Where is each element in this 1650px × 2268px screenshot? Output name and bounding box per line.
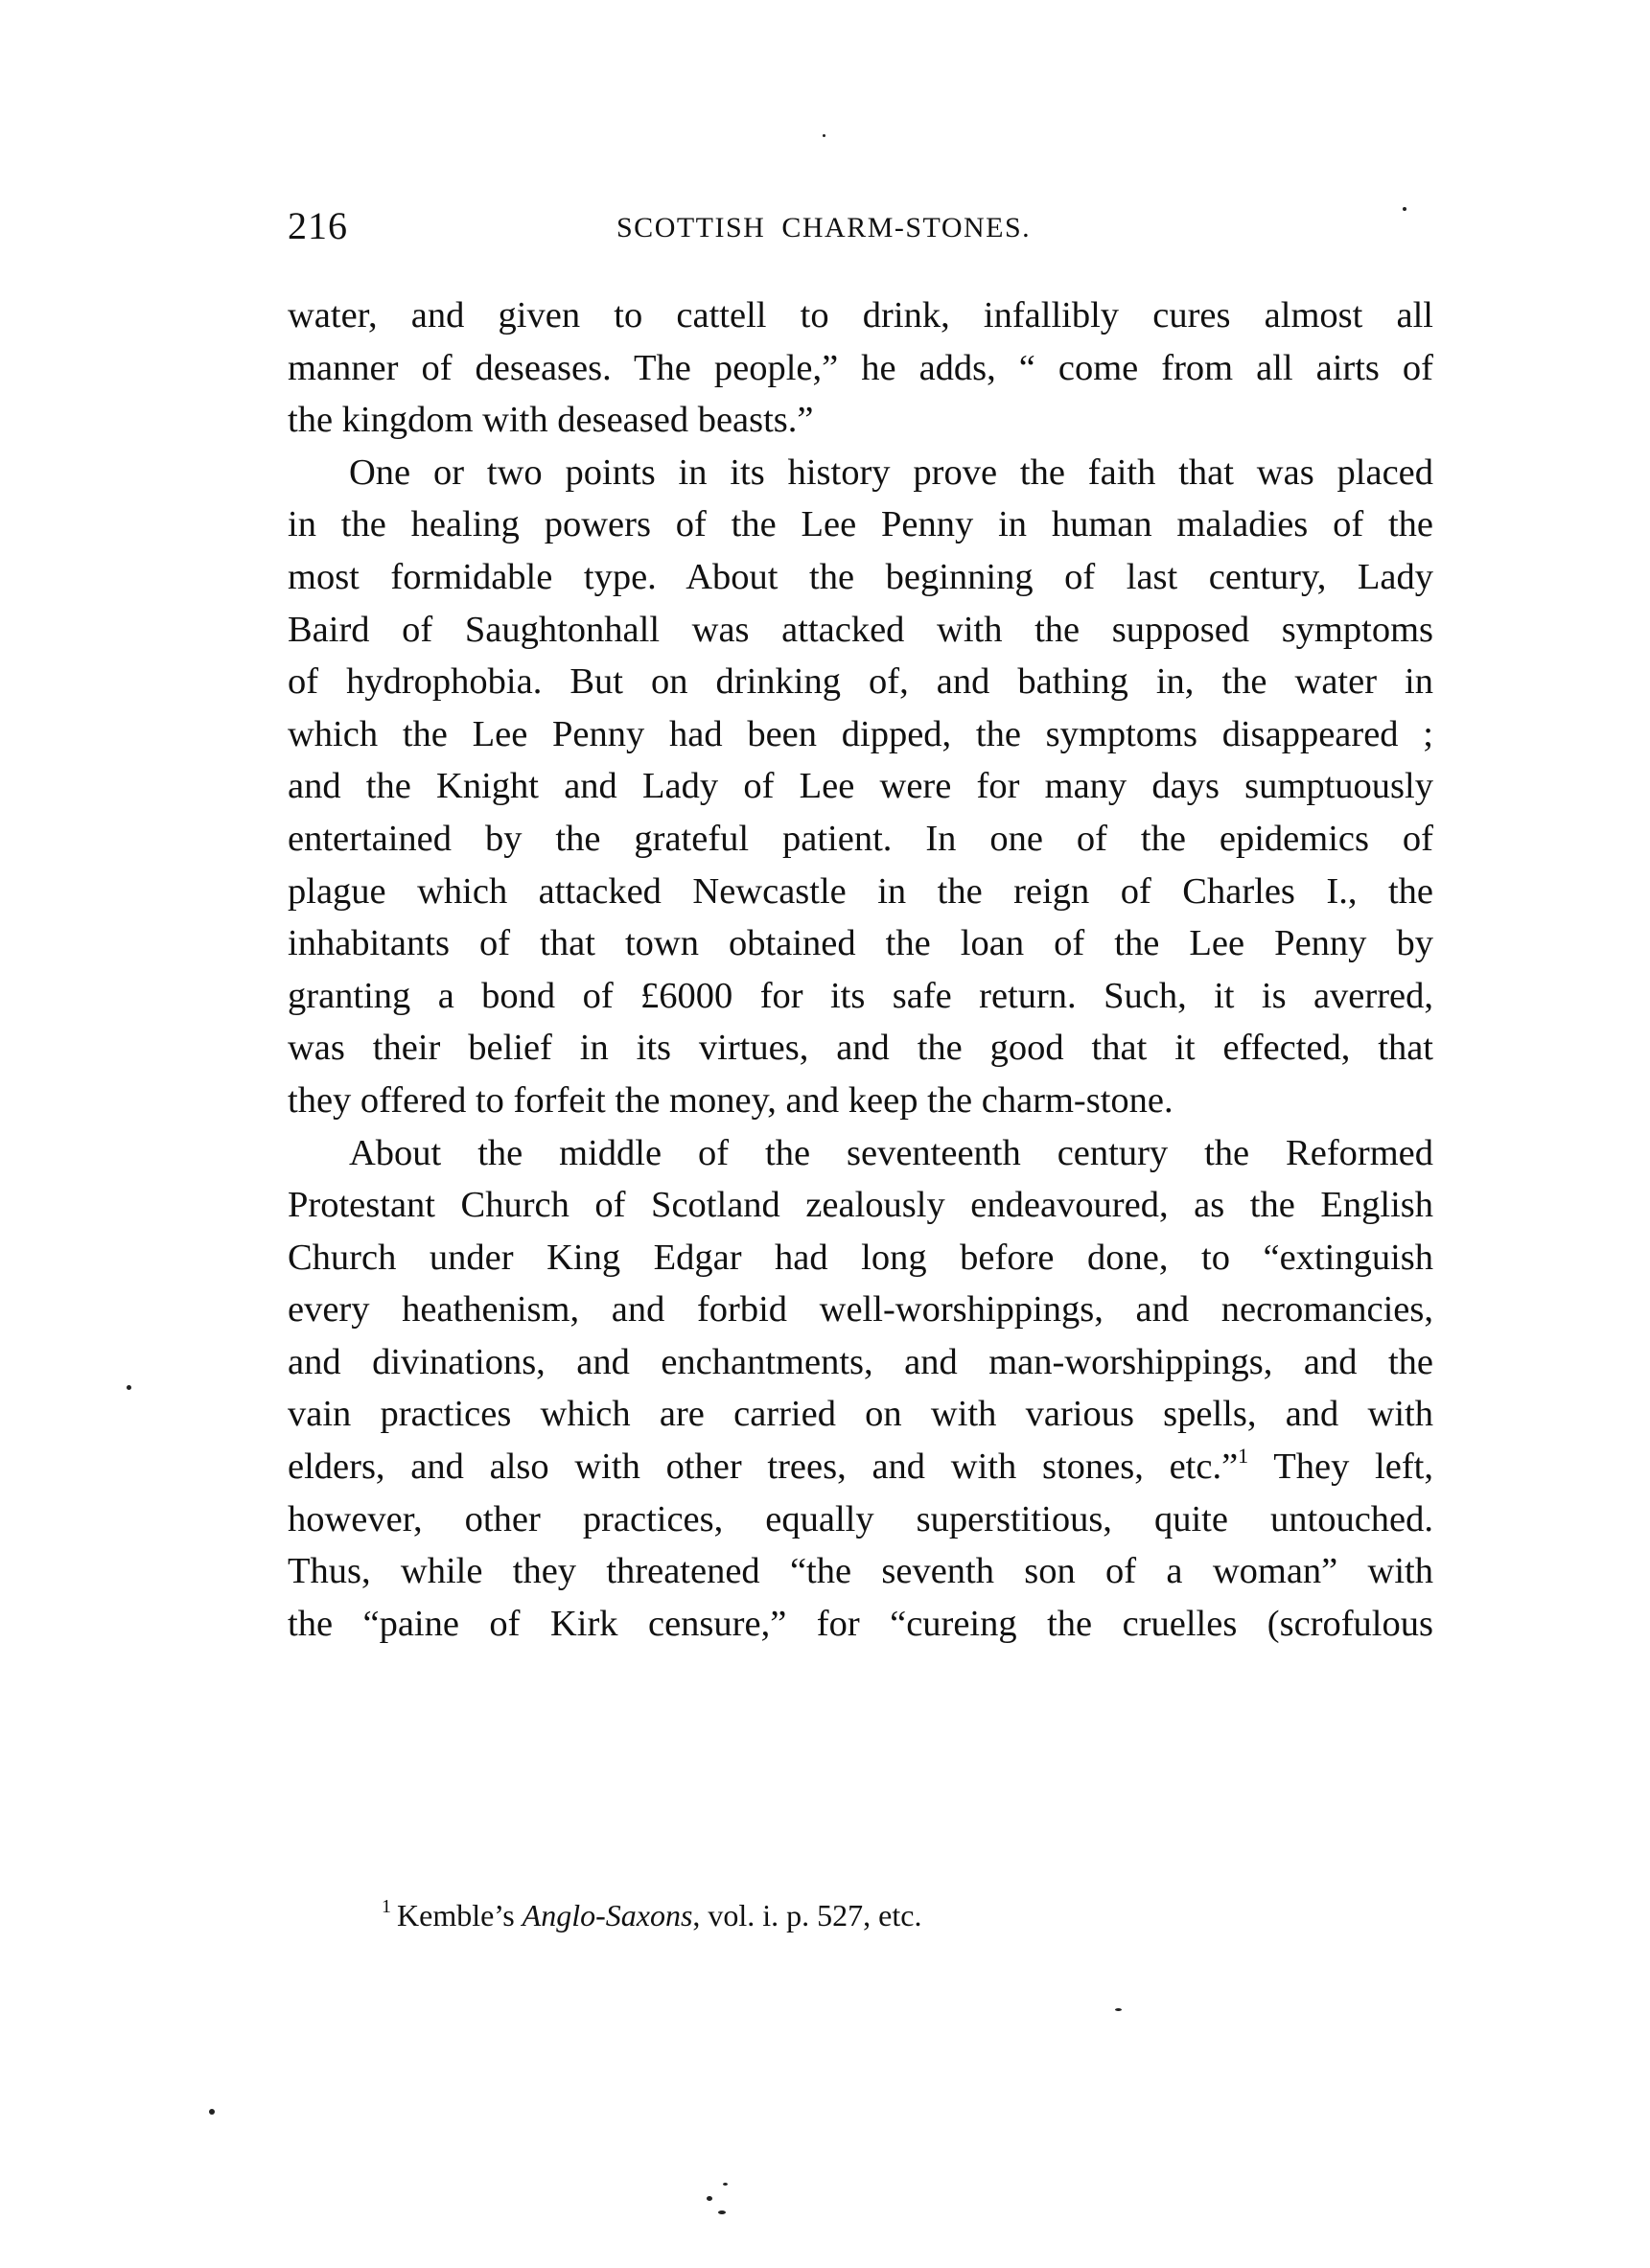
running-title: SCOTTISH CHARM-STONES.: [616, 212, 1032, 243]
text-line: and divinations, and enchantments, and man-worshippings, and the: [288, 1341, 1433, 1382]
text-line: was their belief in its virtues, and the good that it effected, that: [288, 1028, 1433, 1069]
running-head: [288, 203, 1433, 249]
footnote-citation: , vol. i. p. 527, etc.: [692, 1898, 922, 1932]
text-line-with-footnote-ref: [288, 1441, 1433, 1493]
scan-speck: [209, 2109, 215, 2115]
text-line: most formidable type. About the beginning of last century, Lady: [288, 556, 1433, 597]
scan-speck: [718, 2210, 726, 2214]
scan-speck: [723, 2183, 728, 2186]
text-segment: elders, and also with other trees, and with stones, etc.”: [288, 1446, 1239, 1488]
text-line: which the Lee Penny had been dipped, the symptoms disappeared ;: [288, 713, 1433, 754]
text-line: Baird of Saughtonhall was attacked with the supposed symptoms: [288, 609, 1433, 650]
text-line: Protestant Church of Scotland zealously endeavoured, as the English: [288, 1185, 1433, 1226]
footnote-marker: 1: [382, 1896, 391, 1917]
page-number: 216: [288, 204, 348, 247]
text-line: manner of deseases. The people,” he adds, “ come from all airts of: [288, 347, 1433, 388]
scan-speck: [1115, 2008, 1122, 2011]
text-line: in the healing powers of the Lee Penny in human maladies of the: [288, 504, 1433, 545]
text-line: vain practices which are carried on with various spells, and with: [288, 1394, 1433, 1435]
text-line: inhabitants of that town obtained the loan of the Lee Penny by: [288, 923, 1433, 964]
paragraph-start-line: One or two points in its history prove the faith that was placed: [349, 451, 1433, 493]
footnote-reference[interactable]: 1: [1238, 1444, 1249, 1469]
text-line: Church under King Edgar had long before done, to “extinguish: [288, 1237, 1433, 1278]
scan-speck: [823, 134, 825, 137]
body-text: [288, 289, 1433, 1650]
text-line: of hydrophobia. But on drinking of, and bathing in, the water in: [288, 661, 1433, 703]
text-line: they offered to forfeit the money, and keep the charm-stone.: [288, 1079, 1174, 1121]
text-line: plague which attacked Newcastle in the reign of Charles I., the: [288, 870, 1433, 912]
text-line: the “paine of Kirk censure,” for “cureing the cruelles (scrofulous: [288, 1603, 1433, 1644]
text-line: granting a bond of £6000 for its safe return. Such, it is averred,: [288, 975, 1433, 1016]
footnote: [382, 1894, 921, 1936]
scan-speck: [127, 1385, 131, 1390]
footnote-author: Kemble’s: [397, 1898, 523, 1932]
text-line: water, and given to cattell to drink, infallibly cures almost all: [288, 295, 1433, 336]
paragraph-start-line: About the middle of the seventeenth century the Reformed: [349, 1132, 1433, 1173]
scan-speck: [1403, 207, 1406, 211]
text-line: entertained by the grateful patient. In one of the epidemics of: [288, 818, 1433, 859]
footnote-title: Anglo-Saxons: [522, 1898, 693, 1932]
scan-speck: [707, 2196, 712, 2201]
text-line: the kingdom with deseased beasts.”: [288, 400, 814, 441]
text-segment: They left,: [1248, 1446, 1433, 1488]
text-line: however, other practices, equally superstitious, quite untouched.: [288, 1498, 1433, 1539]
text-line: Thus, while they threatened “the seventh son of a woman” with: [288, 1551, 1433, 1592]
text-line: every heathenism, and forbid well-worshippings, and necromancies,: [288, 1289, 1433, 1331]
text-line: and the Knight and Lady of Lee were for many days sumptuously: [288, 766, 1433, 807]
